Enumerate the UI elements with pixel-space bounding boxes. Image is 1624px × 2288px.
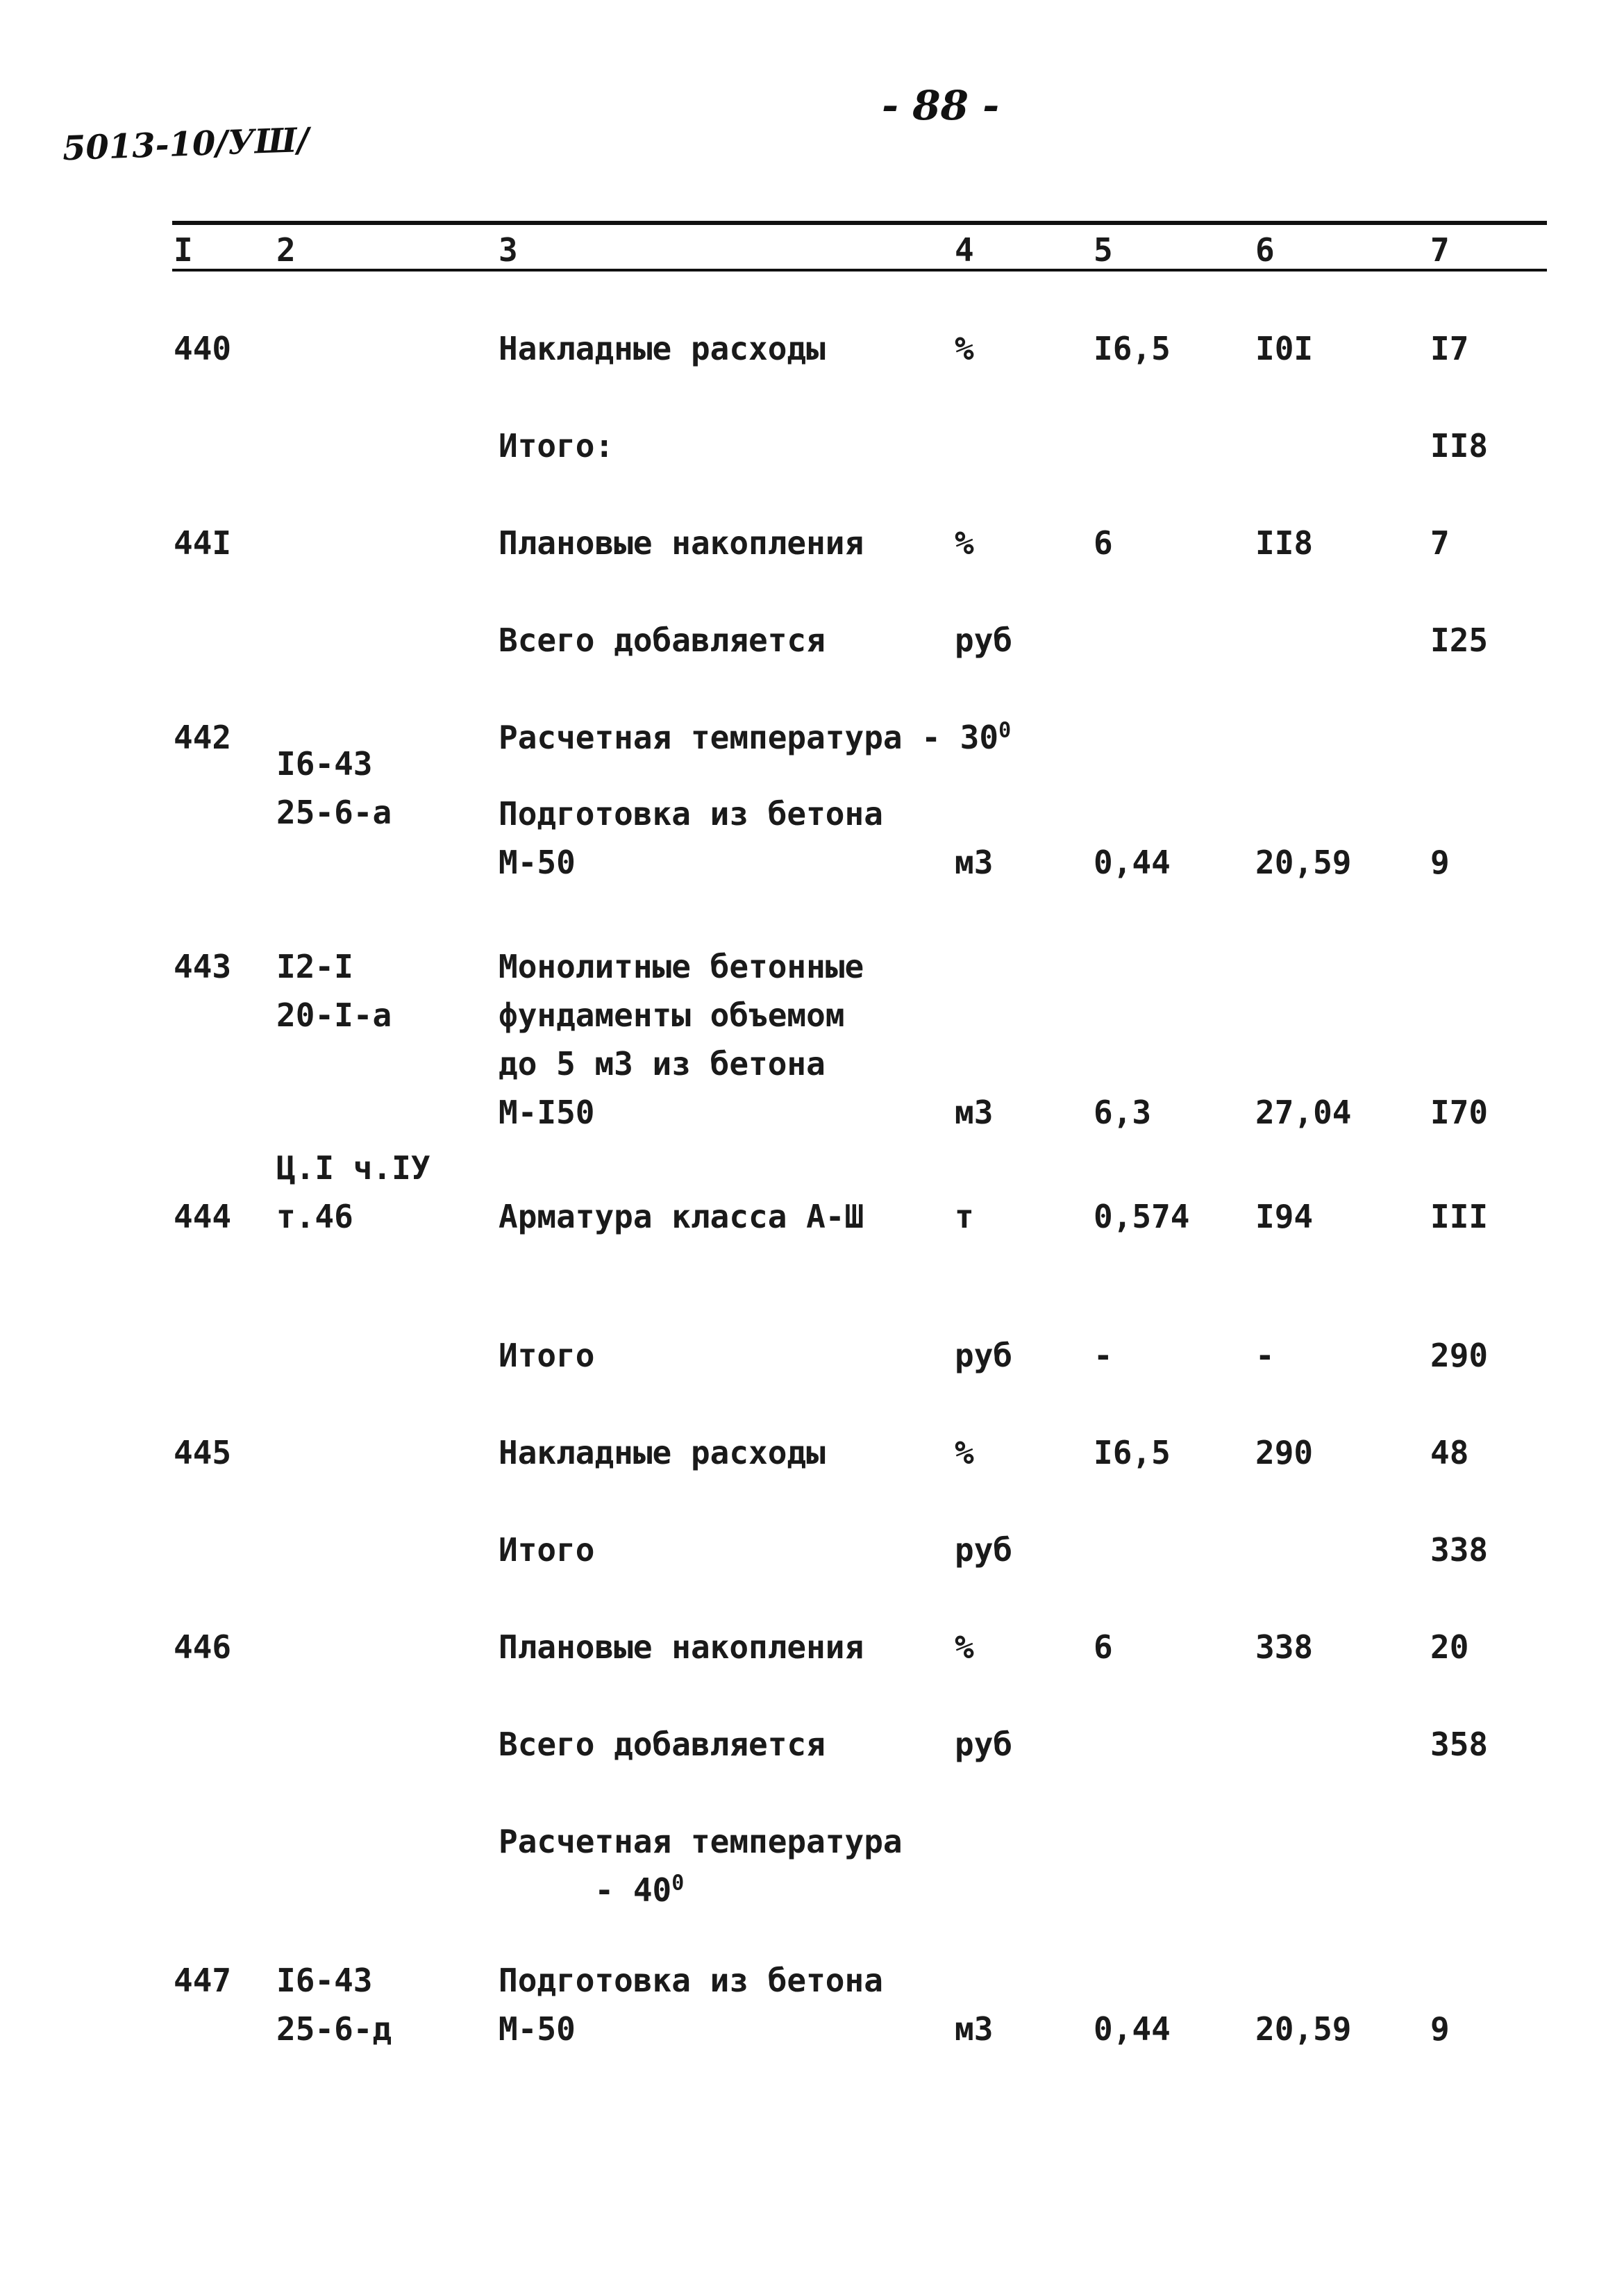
item-description-line	[499, 1867, 684, 1914]
unit-price: 20,59	[1255, 2010, 1352, 2048]
item-description: Накладные расходы	[499, 330, 826, 367]
quantity: I6,5	[1094, 1434, 1171, 1471]
header-col-2: 2	[276, 231, 296, 269]
total-cost: I25	[1430, 621, 1489, 659]
header-col-1: I	[174, 231, 193, 269]
unit-price: 27,04	[1255, 1094, 1352, 1131]
quantity: 6	[1094, 524, 1113, 562]
unit: т	[955, 1198, 974, 1235]
row-number: 445	[174, 1434, 232, 1471]
quantity: 6	[1094, 1628, 1113, 1666]
item-description: Итого:	[499, 427, 614, 465]
degree-superscript: 0	[671, 1871, 685, 1896]
row-number: 442	[174, 719, 232, 756]
unit-price: 290	[1255, 1434, 1314, 1471]
item-description: Подготовка из бетона	[499, 1962, 883, 1999]
header-col-5: 5	[1094, 231, 1113, 269]
total-cost: 358	[1430, 1726, 1489, 1763]
norm-reference: 20-I-а	[276, 996, 392, 1034]
unit: м3	[955, 844, 994, 881]
item-description: Расчетная температура	[499, 1823, 903, 1860]
unit-price: -	[1255, 1337, 1275, 1374]
item-description: до 5 м3 из бетона	[499, 1045, 826, 1083]
unit: руб	[955, 1726, 1013, 1763]
quantity: 0,44	[1094, 2010, 1171, 2048]
norm-reference: т.46	[276, 1198, 353, 1235]
document-code: 5013-10/УШ/	[62, 120, 310, 169]
unit: руб	[955, 621, 1013, 659]
item-description: М-I50	[499, 1094, 595, 1131]
row-number: 444	[174, 1198, 232, 1235]
table-header-rule	[172, 269, 1547, 272]
item-description: - 40	[499, 1871, 672, 1909]
header-col-3: 3	[499, 231, 518, 269]
item-description: Монолитные бетонные	[499, 948, 864, 985]
unit-price: 20,59	[1255, 844, 1352, 881]
item-description: Арматура класса А-Ш	[499, 1198, 864, 1235]
table-top-rule	[172, 221, 1547, 225]
unit: руб	[955, 1531, 1013, 1569]
unit-price: I0I	[1255, 330, 1314, 367]
item-description: М-50	[499, 2010, 576, 2048]
norm-reference: 25-6-а	[276, 794, 392, 831]
norm-reference: I2-I	[276, 948, 353, 985]
unit: %	[955, 330, 974, 367]
item-description: Всего добавляется	[499, 1726, 826, 1763]
unit: м3	[955, 1094, 994, 1131]
item-description: Плановые накопления	[499, 524, 864, 562]
quantity: 0,574	[1094, 1198, 1190, 1235]
total-cost: 9	[1430, 844, 1450, 881]
unit: руб	[955, 1337, 1013, 1374]
item-description: Плановые накопления	[499, 1628, 864, 1666]
total-cost: III	[1430, 1198, 1489, 1235]
norm-reference: I6-43	[276, 1962, 373, 1999]
total-cost: I70	[1430, 1094, 1489, 1131]
item-description: Итого	[499, 1337, 595, 1374]
item-description: Накладные расходы	[499, 1434, 826, 1471]
item-description: Всего добавляется	[499, 621, 826, 659]
row-number: 440	[174, 330, 232, 367]
row-number: 447	[174, 1962, 232, 1999]
quantity: 6,3	[1094, 1094, 1152, 1131]
total-cost: 20	[1430, 1628, 1469, 1666]
unit-price: 338	[1255, 1628, 1314, 1666]
item-description: фундаменты объемом	[499, 996, 845, 1034]
degree-superscript: 0	[998, 718, 1012, 743]
quantity: I6,5	[1094, 330, 1171, 367]
quantity: 0,44	[1094, 844, 1171, 881]
total-cost: 9	[1430, 2010, 1450, 2048]
row-number: 443	[174, 948, 232, 985]
row-number: 44I	[174, 524, 232, 562]
header-col-7: 7	[1430, 231, 1450, 269]
norm-reference: I6-43	[276, 745, 373, 783]
total-cost: II8	[1430, 427, 1489, 465]
item-description: Подготовка из бетона	[499, 795, 883, 833]
header-col-4: 4	[955, 231, 974, 269]
unit: м3	[955, 2010, 994, 2048]
item-description-line	[499, 714, 1011, 761]
unit: %	[955, 1434, 974, 1471]
quantity: -	[1094, 1337, 1113, 1374]
item-description: Итого	[499, 1531, 595, 1569]
norm-reference: 25-6-д	[276, 2010, 392, 2048]
unit: %	[955, 524, 974, 562]
total-cost: I7	[1430, 330, 1469, 367]
norm-reference: Ц.I ч.IУ	[276, 1149, 430, 1187]
total-cost: 48	[1430, 1434, 1469, 1471]
total-cost: 7	[1430, 524, 1450, 562]
item-description: Расчетная температура - 30	[499, 719, 999, 756]
unit-price: II8	[1255, 524, 1314, 562]
unit: %	[955, 1628, 974, 1666]
item-description: М-50	[499, 844, 576, 881]
page-number: - 88 -	[882, 82, 1000, 129]
total-cost: 338	[1430, 1531, 1489, 1569]
total-cost: 290	[1430, 1337, 1489, 1374]
row-number: 446	[174, 1628, 232, 1666]
unit-price: I94	[1255, 1198, 1314, 1235]
header-col-6: 6	[1255, 231, 1275, 269]
